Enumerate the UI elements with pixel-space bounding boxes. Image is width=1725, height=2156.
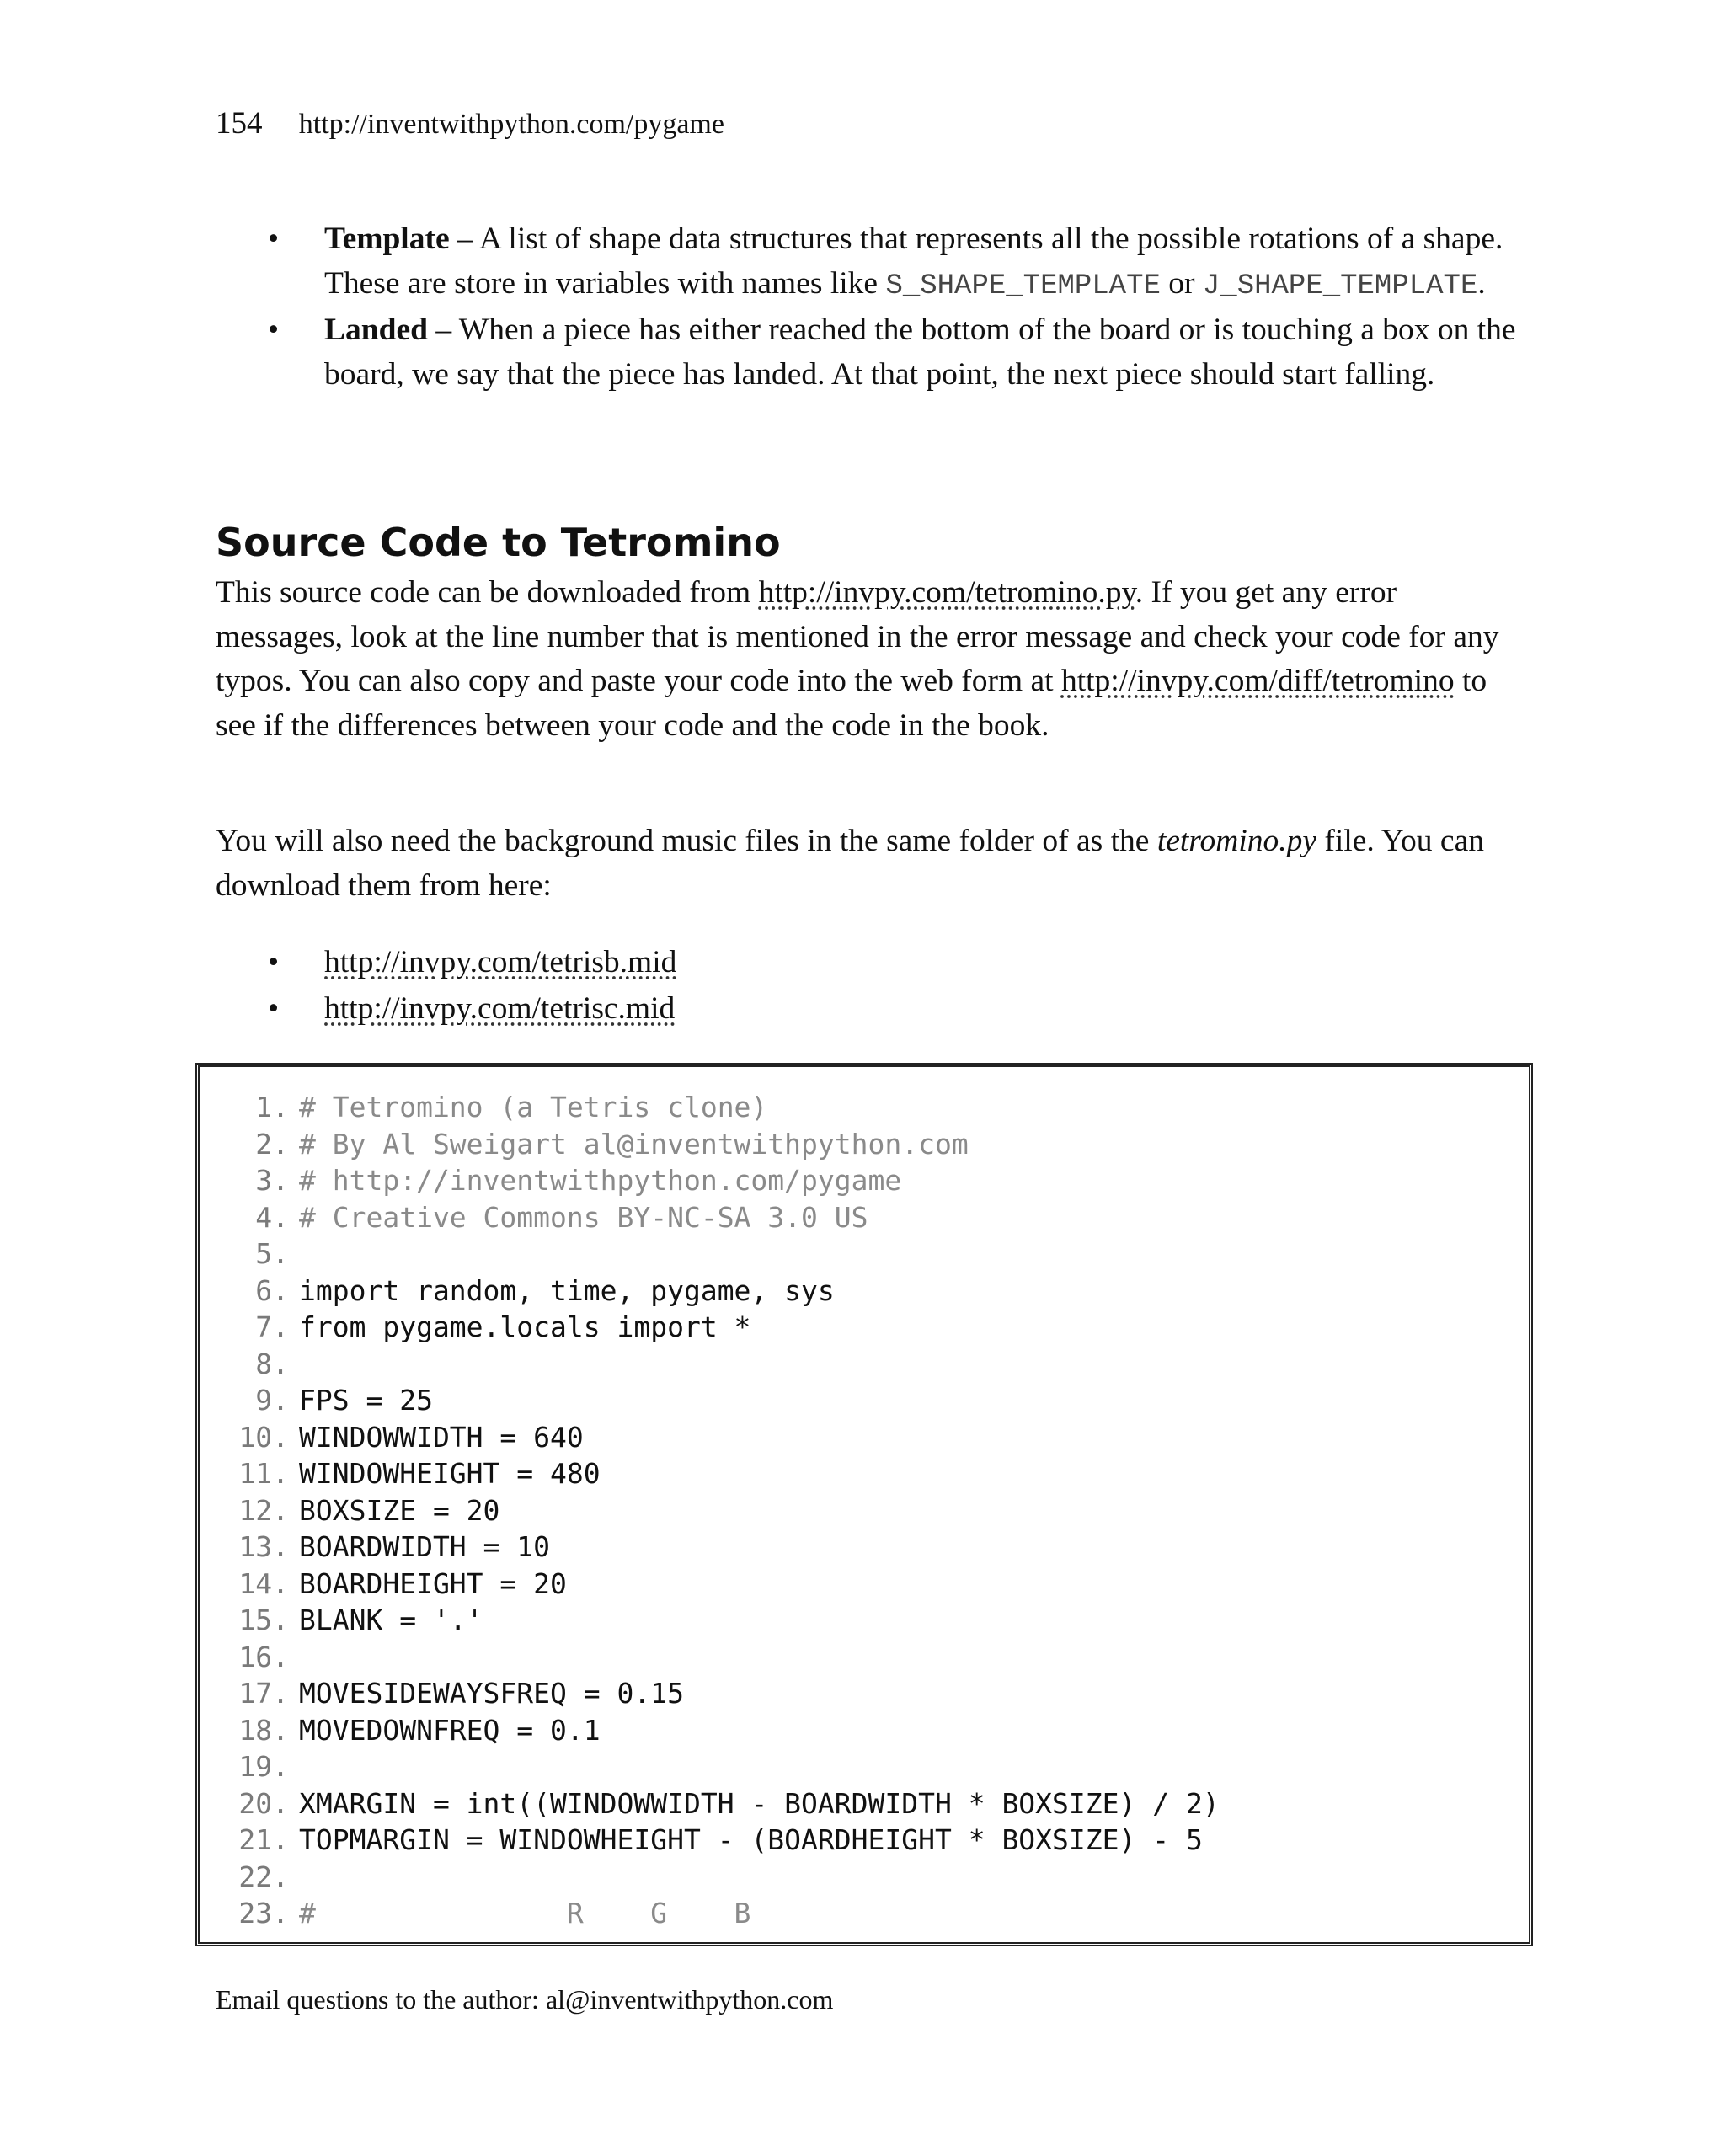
paragraph-text: . If you get any error messages, look at the line number that is mentioned in the error message and check your code for any typos. You can also copy and paste your code into the web form at	[216, 575, 1499, 698]
line-number: 19.	[238, 1750, 289, 1783]
code-text: import random, time, pygame, sys	[299, 1273, 835, 1307]
code-text: XMARGIN = int((WINDOWWIDTH - BOARDWIDTH * BOXSIZE) / 2)	[299, 1786, 1220, 1820]
list-item	[216, 939, 1226, 985]
definition-text: – A list of shape data structures that represents all the possible rotations of a shape. These are store in variables with names like	[324, 221, 1503, 301]
code-line	[200, 1346, 1529, 1383]
line-number: 2.	[255, 1127, 289, 1161]
code-text: FPS = 25	[299, 1384, 433, 1417]
code-listing	[195, 1063, 1533, 1946]
line-number: 14.	[238, 1566, 289, 1600]
definition-text: – When a piece has either reached the bottom of the board or is touching a box on the board, we say that the piece has landed. At that point, the next piece should start falling.	[324, 312, 1516, 392]
line-number: 21.	[238, 1823, 289, 1856]
code-text	[289, 1641, 299, 1673]
code-line	[200, 1895, 1529, 1932]
code-line	[200, 1162, 1529, 1199]
header-url: http://inventwithpython.com/pygame	[298, 109, 724, 140]
code-line	[200, 1748, 1529, 1785]
code-line	[200, 1859, 1529, 1896]
definition-term: Template	[324, 221, 450, 256]
paragraph-text: to see if the differences between your code and the code in the book.	[216, 664, 1487, 743]
line-number: 18.	[238, 1713, 289, 1747]
code-text: MOVEDOWNFREQ = 0.1	[299, 1713, 601, 1747]
code-line	[200, 1566, 1529, 1603]
line-number: 11.	[238, 1457, 289, 1490]
definition-item-template	[216, 217, 1530, 308]
paragraph-text: file. You can download them from here:	[216, 824, 1484, 903]
page-number: 154	[216, 106, 263, 141]
definition-text: .	[1477, 265, 1486, 301]
line-number: 1.	[255, 1091, 289, 1123]
filename-italic: tetromino.py	[1156, 824, 1317, 858]
line-number: 23.	[238, 1897, 289, 1929]
code-line	[200, 1822, 1529, 1859]
code-text	[289, 1237, 299, 1270]
code-line	[200, 1639, 1529, 1676]
code-line	[200, 1382, 1529, 1419]
list-item	[216, 985, 1226, 1032]
code-text	[289, 1348, 299, 1380]
code-text: # R G B	[299, 1897, 751, 1929]
bullet-icon: •	[268, 991, 280, 1026]
code-text: # http://inventwithpython.com/pygame	[299, 1164, 902, 1197]
line-number: 16.	[238, 1640, 289, 1673]
intro-paragraph	[216, 571, 1530, 748]
definition-term: Landed	[324, 312, 428, 347]
diff-tool-link[interactable]: http://invpy.com/diff/tetromino	[1060, 664, 1455, 698]
line-number: 3.	[255, 1164, 289, 1197]
line-number: 13.	[238, 1530, 289, 1563]
page-header	[216, 103, 724, 146]
bullet-icon: •	[268, 221, 280, 256]
definition-text: or	[1160, 265, 1203, 301]
code-line	[200, 1419, 1529, 1456]
line-number: 9.	[255, 1384, 289, 1417]
code-text: # By Al Sweigart al@inventwithpython.com	[299, 1127, 969, 1161]
line-number: 15.	[238, 1604, 289, 1636]
line-number: 12.	[238, 1493, 289, 1527]
inline-code: J_SHAPE_TEMPLATE	[1202, 270, 1478, 302]
line-number: 8.	[255, 1347, 289, 1380]
code-text: BOARDWIDTH = 10	[299, 1530, 551, 1563]
line-number: 4.	[255, 1200, 289, 1234]
line-number: 7.	[255, 1310, 289, 1343]
definition-item-landed	[216, 308, 1530, 397]
code-line	[200, 1235, 1529, 1273]
music-link-list	[216, 939, 1226, 1032]
code-line	[200, 1126, 1529, 1163]
code-line	[200, 1273, 1529, 1310]
inline-code: S_SHAPE_TEMPLATE	[885, 270, 1161, 302]
code-line	[200, 1712, 1529, 1749]
code-line	[200, 1492, 1529, 1529]
code-text	[289, 1750, 299, 1783]
definition-list	[216, 217, 1530, 397]
code-text: MOVESIDEWAYSFREQ = 0.15	[299, 1677, 684, 1710]
code-text: from pygame.locals import *	[299, 1310, 751, 1343]
code-text: # Creative Commons BY-NC-SA 3.0 US	[299, 1200, 868, 1234]
code-line	[200, 1675, 1529, 1712]
paragraph-text: This source code can be downloaded from	[216, 575, 759, 610]
code-text	[289, 1860, 299, 1893]
code-line	[200, 1455, 1529, 1492]
code-line	[200, 1089, 1529, 1126]
code-line	[200, 1602, 1529, 1639]
code-text: WINDOWWIDTH = 640	[299, 1420, 584, 1454]
code-text: BLANK = '.'	[299, 1604, 483, 1636]
page-footer: Email questions to the author: al@inventwithpython.com	[216, 1984, 834, 2015]
line-number: 17.	[238, 1677, 289, 1710]
tetromino-source-link[interactable]: http://invpy.com/tetromino.py	[758, 575, 1135, 610]
code-line	[200, 1785, 1529, 1822]
section-title: Source Code to Tetromino	[216, 520, 781, 565]
line-number: 20.	[238, 1786, 289, 1820]
line-number: 5.	[255, 1237, 289, 1270]
bullet-icon: •	[268, 945, 280, 979]
paragraph-text: You will also need the background music files in the same folder of as the	[216, 824, 1157, 858]
code-text: # Tetromino (a Tetris clone)	[299, 1091, 768, 1123]
tetrisb-link[interactable]: http://invpy.com/tetrisb.mid	[324, 945, 677, 979]
code-text: WINDOWHEIGHT = 480	[299, 1457, 601, 1490]
code-line	[200, 1529, 1529, 1566]
code-text: BOARDHEIGHT = 20	[299, 1566, 567, 1600]
code-text: BOXSIZE = 20	[299, 1493, 500, 1527]
code-text: TOPMARGIN = WINDOWHEIGHT - (BOARDHEIGHT * BOXSIZE) - 5	[299, 1823, 1203, 1856]
bullet-icon: •	[268, 312, 280, 347]
code-line	[200, 1309, 1529, 1346]
line-number: 10.	[238, 1420, 289, 1454]
line-number: 22.	[238, 1860, 289, 1893]
line-number: 6.	[255, 1273, 289, 1307]
tetrisc-link[interactable]: http://invpy.com/tetrisc.mid	[324, 991, 676, 1026]
code-line	[200, 1199, 1529, 1236]
music-paragraph	[216, 819, 1530, 908]
